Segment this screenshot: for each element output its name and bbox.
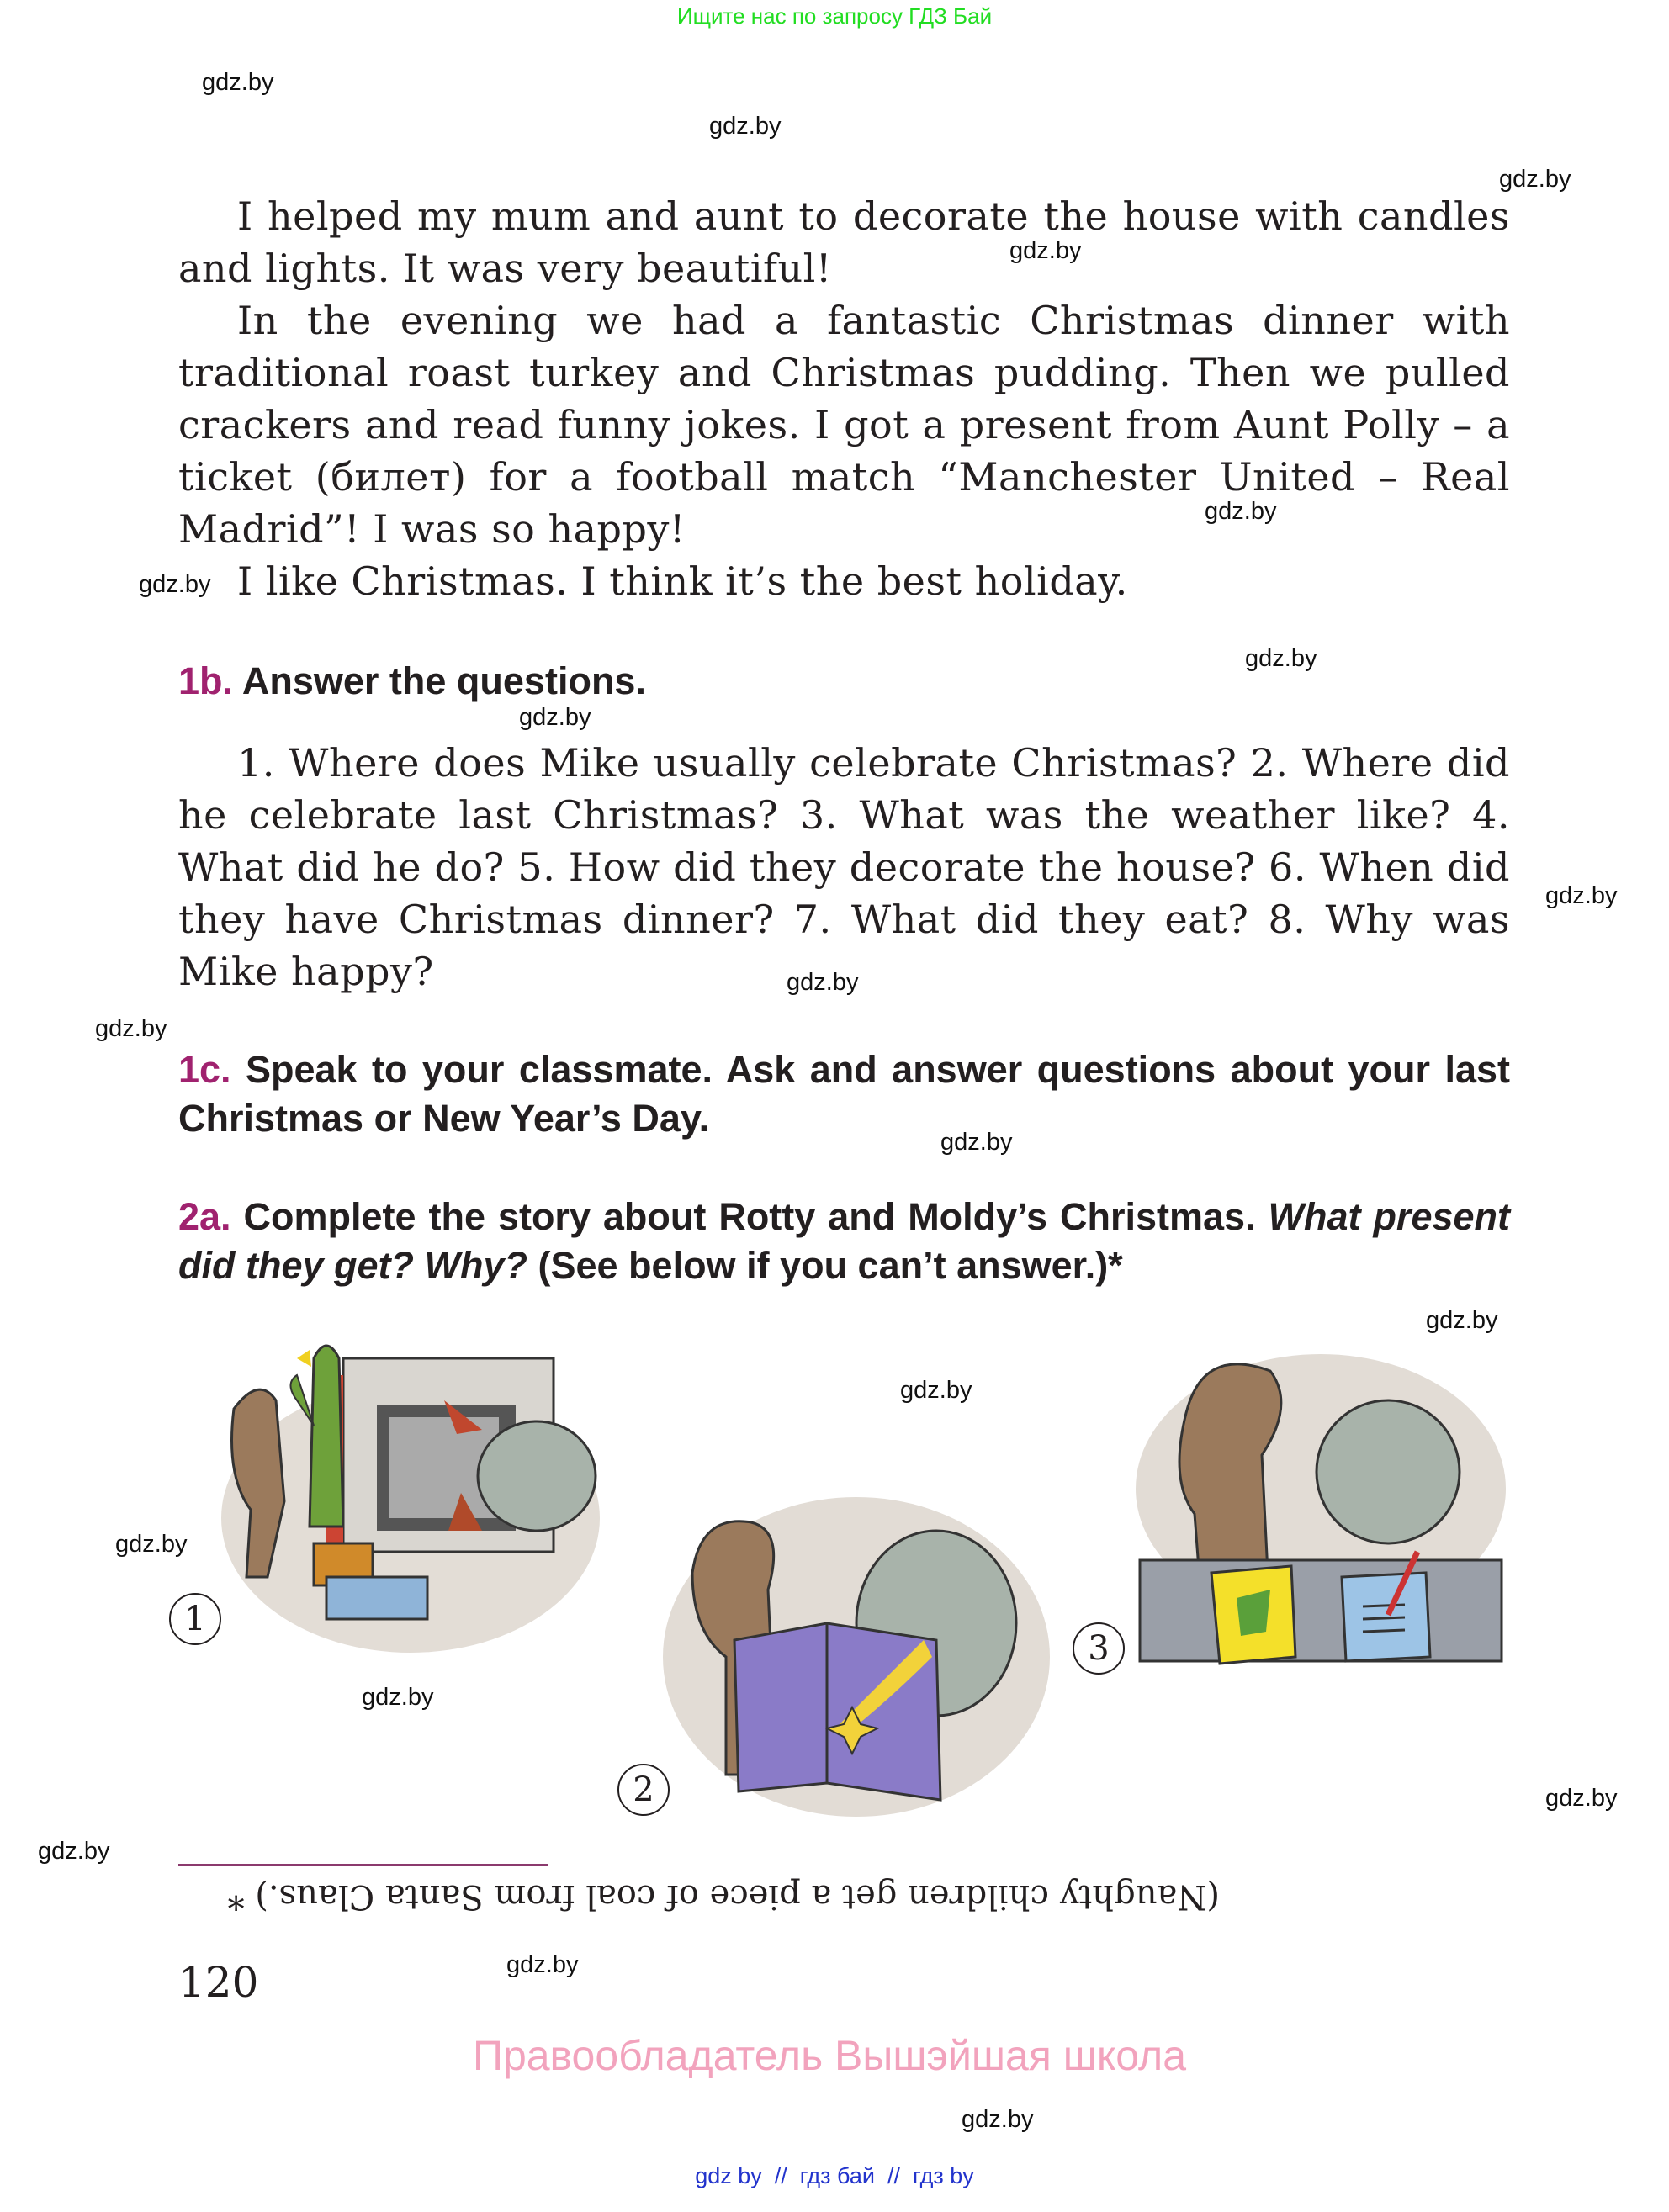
exercise-1b-questions: 1. Where does Mike usually celebrate Christmas? 2. Where did he celebrate last Christmas? 3. What was the weather like? 4. What did he do? 5. How did they decorate the house? 6. When did they have Christmas dinner? 7. What did they eat? 8. Why was Mike happy? bbox=[178, 740, 1510, 994]
exercise-number: 1c. bbox=[178, 1048, 231, 1091]
picture-1-illustration bbox=[217, 1325, 604, 1657]
picture-label: 2 bbox=[617, 1764, 670, 1816]
picture-2-illustration bbox=[659, 1472, 1054, 1817]
story-paragraph: I like Christmas. I think it’s the best holiday. bbox=[237, 558, 1128, 604]
exercise-number: 1b. bbox=[178, 659, 234, 702]
watermark: gdz.by bbox=[900, 1377, 972, 1404]
watermark: gdz.by bbox=[1545, 882, 1618, 909]
watermark: gdz.by bbox=[95, 1015, 167, 1042]
copyright-holder: Правообладатель Вышэйшая школа bbox=[473, 2032, 1186, 2079]
top-banner[interactable]: Ищите нас по запросу ГДЗ Бай bbox=[676, 3, 993, 29]
watermark: gdz.by bbox=[1009, 237, 1082, 264]
footnote-upside-down: (Naughty children get a piece of coal from Santa Claus.) * bbox=[227, 1877, 1220, 1916]
watermark: gdz.by bbox=[1426, 1307, 1498, 1334]
exercise-1c-heading bbox=[178, 1045, 1510, 1143]
exercise-2a-heading bbox=[178, 1193, 1510, 1290]
exercise-1b-heading bbox=[178, 657, 1510, 706]
story-text bbox=[178, 190, 1510, 607]
watermark: gdz.by bbox=[1499, 166, 1571, 193]
watermark: gdz.by bbox=[362, 1684, 434, 1711]
exercise-number: 2a. bbox=[178, 1195, 231, 1238]
watermark: gdz.by bbox=[1245, 645, 1317, 672]
picture-3-illustration bbox=[1136, 1346, 1510, 1665]
watermark: gdz.by bbox=[38, 1838, 110, 1865]
picture-label: 1 bbox=[169, 1593, 221, 1645]
exercise-hint: (See below if you can’t answer.)* bbox=[538, 1244, 1123, 1287]
bottom-links[interactable]: gdz by // гдз бай // гдз by bbox=[695, 2163, 974, 2188]
watermark: gdz.by bbox=[940, 1129, 1013, 1156]
watermark: gdz.by bbox=[139, 571, 211, 598]
watermark: gdz.by bbox=[115, 1531, 188, 1558]
watermark: gdz.by bbox=[506, 1951, 579, 1978]
exercise-title: Speak to your classmate. Ask and answer questions about your last Christmas or New Year’s Day. bbox=[178, 1048, 1510, 1140]
page-number: 120 bbox=[178, 1958, 259, 2007]
exercise-title: Answer the questions. bbox=[241, 659, 646, 702]
picture-label: 3 bbox=[1073, 1622, 1125, 1675]
watermark: gdz.by bbox=[709, 113, 782, 140]
watermark: gdz.by bbox=[1545, 1785, 1618, 1812]
footnote-divider bbox=[178, 1864, 548, 1866]
watermark: gdz.by bbox=[962, 2106, 1034, 2133]
watermark: gdz.by bbox=[787, 969, 859, 996]
watermark: gdz.by bbox=[202, 69, 274, 96]
story-paragraph: In the evening we had a fantastic Christmas dinner with traditional roast turkey and Christmas pudding. Then we pulled crackers and read funny jokes. I got a present from Aunt Polly – a ticket (билет) for a football match “Manchester United – Real Madrid”! I was so happy! bbox=[178, 298, 1510, 552]
watermark: gdz.by bbox=[1205, 498, 1277, 525]
story-paragraph: I helped my mum and aunt to decorate the house with candles and lights. It was very beautiful! bbox=[178, 193, 1510, 291]
exercise-question: What present did they get? Why? bbox=[178, 1195, 1510, 1287]
watermark: gdz.by bbox=[519, 704, 591, 731]
exercise-title: Complete the story about Rotty and Moldy’s Christmas. bbox=[243, 1195, 1256, 1238]
